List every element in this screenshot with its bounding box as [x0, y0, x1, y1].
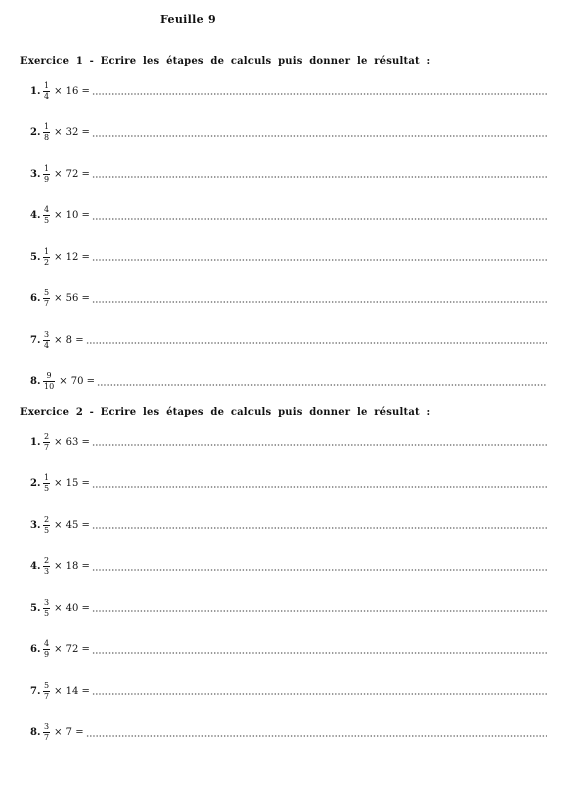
answer-dotted-line[interactable]: [92, 693, 547, 695]
fraction-numerator: 2: [44, 431, 50, 441]
multiplication-expression: × 15 =: [54, 478, 90, 489]
fraction: [43, 164, 50, 185]
fraction: [43, 639, 50, 660]
fraction: [43, 722, 50, 743]
item-number: 2.: [30, 478, 41, 489]
fraction-denominator: 2: [44, 257, 50, 267]
fraction-numerator: 1: [44, 163, 50, 173]
fraction: [43, 473, 50, 494]
fraction-numerator: 3: [44, 597, 50, 607]
multiplication-expression: × 8 =: [54, 334, 84, 346]
fraction: [43, 247, 50, 268]
fraction: [43, 432, 50, 453]
multiplication-expression: × 18 =: [54, 561, 90, 572]
item-number: 3.: [30, 519, 41, 531]
item-number: 4.: [30, 210, 41, 221]
exercise-1-heading: Exercice 1 - Ecrire les étapes de calculs puis donner le résultat :: [20, 56, 431, 67]
exercise-item: [30, 511, 547, 539]
answer-dotted-line[interactable]: [92, 259, 547, 261]
answer-dotted-line[interactable]: [92, 486, 547, 488]
item-number: 7.: [30, 334, 41, 346]
fraction: [43, 288, 50, 309]
exercise-item: [30, 160, 547, 188]
item-number: 1.: [30, 85, 41, 97]
answer-dotted-line[interactable]: [86, 735, 547, 737]
fraction-denominator: 7: [44, 691, 50, 701]
answer-dotted-line[interactable]: [92, 218, 547, 220]
exercise-item: [30, 202, 547, 230]
multiplication-expression: × 72 =: [54, 168, 90, 180]
answer-dotted-line[interactable]: [92, 444, 547, 446]
multiplication-expression: × 12 =: [54, 251, 90, 263]
multiplication-expression: × 7 =: [54, 727, 84, 738]
multiplication-expression: × 63 =: [54, 436, 90, 448]
fraction-numerator: 1: [44, 246, 50, 256]
exercise-item: [30, 428, 547, 456]
exercise-item: [30, 368, 547, 396]
fraction: [43, 122, 50, 143]
fraction-denominator: 5: [44, 484, 50, 493]
answer-dotted-line[interactable]: [92, 93, 547, 95]
fraction: [43, 556, 50, 577]
exercise-item: [30, 326, 547, 354]
fraction-denominator: 7: [44, 733, 50, 742]
answer-dotted-line[interactable]: [92, 652, 547, 654]
answer-dotted-line[interactable]: [92, 569, 547, 571]
fraction: [43, 515, 50, 536]
multiplication-expression: × 32 =: [54, 127, 90, 138]
fraction: [43, 681, 50, 702]
exercise-item: [30, 77, 547, 105]
exercise-item: [30, 677, 547, 705]
fraction-numerator: 1: [44, 80, 50, 90]
multiplication-expression: × 16 =: [54, 85, 90, 97]
item-number: 7.: [30, 685, 41, 697]
exercise-2-heading: Exercice 2 - Ecrire les étapes de calculs puis donner le résultat :: [20, 407, 431, 418]
fraction-numerator: 1: [44, 473, 50, 482]
item-number: 1.: [30, 436, 41, 448]
exercise-item: [30, 285, 547, 313]
item-number: 5.: [30, 251, 41, 263]
fraction-numerator: 4: [44, 205, 50, 214]
fraction-numerator: 5: [44, 680, 50, 690]
item-number: 8.: [30, 376, 41, 387]
multiplication-expression: × 56 =: [54, 293, 90, 304]
fraction-numerator: 1: [44, 122, 50, 131]
item-number: 8.: [30, 727, 41, 738]
fraction-denominator: 5: [44, 216, 50, 225]
answer-dotted-line[interactable]: [86, 342, 547, 344]
fraction: [43, 330, 50, 351]
fraction-denominator: 5: [44, 608, 50, 618]
answer-dotted-line[interactable]: [92, 527, 547, 529]
fraction-denominator: 9: [44, 650, 50, 659]
answer-dotted-line[interactable]: [92, 301, 547, 303]
item-number: 6.: [30, 293, 41, 304]
multiplication-expression: × 10 =: [54, 210, 90, 221]
item-number: 6.: [30, 644, 41, 655]
fraction: [43, 81, 50, 102]
fraction-denominator: 10: [44, 382, 55, 391]
answer-dotted-line[interactable]: [92, 176, 547, 178]
fraction-denominator: 7: [44, 442, 50, 452]
multiplication-expression: × 40 =: [54, 602, 90, 614]
fraction-numerator: 5: [44, 288, 50, 297]
item-number: 4.: [30, 561, 41, 572]
multiplication-expression: × 45 =: [54, 519, 90, 531]
answer-dotted-line[interactable]: [92, 135, 547, 137]
fraction-numerator: 2: [44, 514, 50, 524]
fraction: [43, 598, 50, 619]
fraction: [43, 371, 55, 392]
answer-dotted-line[interactable]: [92, 610, 547, 612]
fraction-denominator: 5: [44, 525, 50, 535]
multiplication-expression: × 72 =: [54, 644, 90, 655]
exercise-item: [30, 636, 547, 664]
fraction-numerator: 4: [44, 639, 50, 648]
exercise-item: [30, 470, 547, 498]
exercise-item: [30, 594, 547, 622]
fraction-numerator: 3: [44, 722, 50, 731]
exercise-item: [30, 719, 547, 747]
item-number: 3.: [30, 168, 41, 180]
fraction-numerator: 3: [44, 329, 50, 339]
item-number: 5.: [30, 602, 41, 614]
multiplication-expression: × 70 =: [59, 376, 96, 387]
fraction-numerator: 2: [44, 556, 50, 565]
multiplication-expression: × 14 =: [54, 685, 90, 697]
answer-dotted-line[interactable]: [97, 384, 547, 386]
page-title: Feuille 9: [160, 13, 216, 26]
exercise-item: [30, 119, 547, 147]
exercise-item: [30, 243, 547, 271]
fraction-denominator: 7: [44, 299, 50, 308]
fraction-denominator: 9: [44, 174, 50, 184]
item-number: 2.: [30, 127, 41, 138]
exercise-item: [30, 553, 547, 581]
fraction-denominator: 4: [44, 91, 50, 101]
fraction-denominator: 3: [44, 567, 50, 576]
fraction-numerator: 9: [46, 371, 52, 380]
fraction-denominator: 4: [44, 340, 50, 350]
fraction-denominator: 8: [44, 133, 50, 142]
fraction: [43, 205, 50, 226]
